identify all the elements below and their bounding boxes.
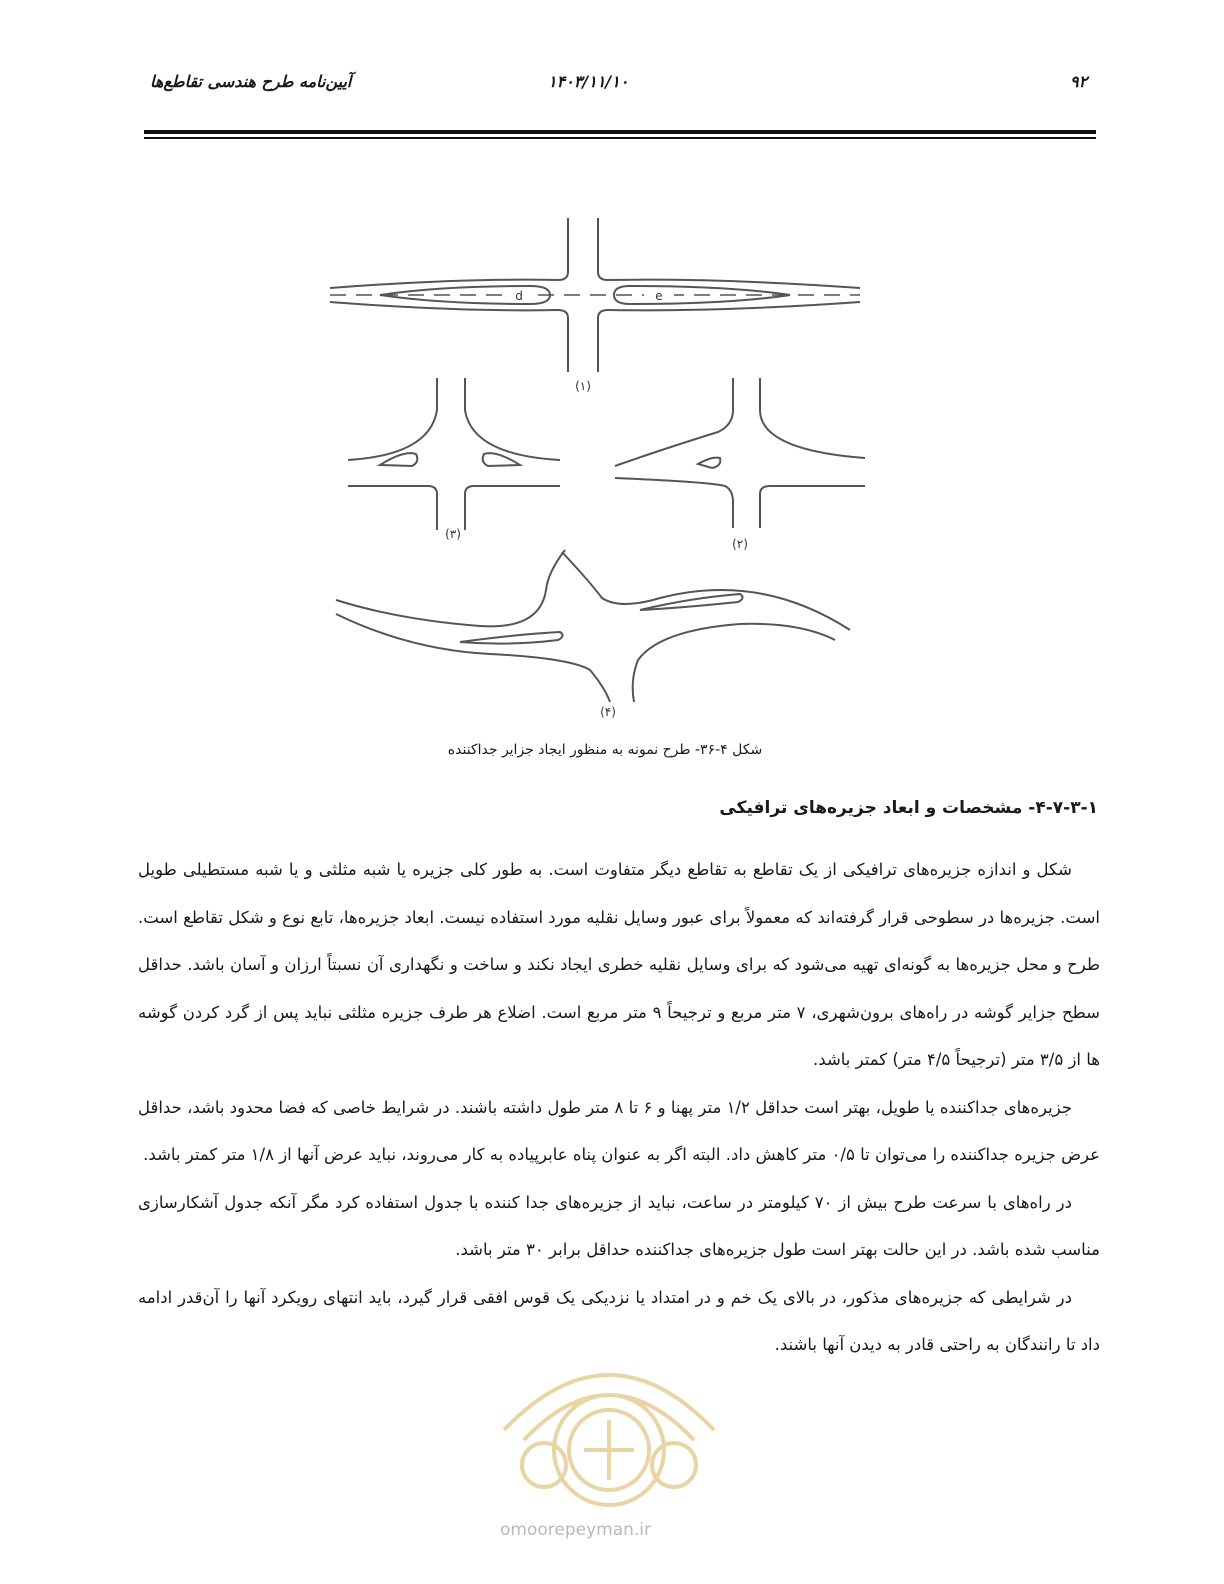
paragraph-1: شکل و اندازه جزیره‌های ترافیکی از یک تقاطع به تقاطع دیگر متفاوت است. به طور کلی جزیره یا شبه مثلثی و یا شبه مستطیلی طویل است. جزیره‌ها در سطوحی قرار گرفته‌اند که معمولاً برای عبور وسایل نقلیه مورد استفاده نیست. ابعاد جزیره‌ها، تابع نوع و شکل تقاطع است. طرح و محل جزیره‌ها به گونه‌ای تهیه می‌شود که برای وسایل نقلیه خطری ایجاد نکند و ساخت و نگهداری آن نسبتاً ارزان و آسان باشد. حداقل سطح جزایر گوشه در راه‌های برون‌شهری، ۷ متر مربع و ترجیحاً ۹ متر مربع است. اضلاع هر طرف جزیره مثلثی نباید پس از گرد کردن گوشه ها از ۳/۵ متر (ترجیحاً ۴/۵ متر) کمتر باشد. [138, 860, 1100, 1069]
figure-caption: شکل ۴-۳۶- طرح نمونه به منظور ایجاد جزایر جداکننده [447, 742, 763, 758]
running-title: آیین‌نامه طرح هندسی تقاطع‌ها [150, 72, 352, 91]
section-heading: ۴-۷-۳-۱- مشخصات و ابعاد جزیره‌های ترافیکی [719, 798, 1098, 818]
header-rule-thin [144, 137, 1096, 139]
island-label-e: e [655, 289, 663, 303]
sub-label-3: (۳) [445, 527, 461, 541]
paragraph-4: در شرایطی که جزیره‌های مذکور، در بالای یک خم و در امتداد یا نزدیکی یک قوس افقی قرار گیرد، باید انتهای رویکرد آنها را آن‌قدر ادامه داد تا رانندگان به راحتی قادر به دیدن آنها باشند. [138, 1287, 1100, 1354]
layout-3-channelized-left [348, 378, 560, 530]
intersection-islands-figure [320, 210, 880, 730]
sub-label-4: (۴) [600, 705, 616, 719]
layout-4-skewed [336, 550, 850, 702]
sub-label-1: (۱) [575, 379, 591, 393]
body-text [138, 846, 1100, 1369]
watermark-emblem-icon [484, 1340, 734, 1515]
header-rule-thick [144, 130, 1096, 134]
layout-2-channelized-right [615, 378, 865, 528]
island-label-d: d [515, 289, 523, 303]
page-number: ۹۲ [1070, 72, 1088, 91]
layout-1-four-leg [330, 218, 860, 372]
sub-label-2: (۲) [732, 537, 748, 551]
watermark-site: omoorepeyman.ir [500, 1520, 652, 1540]
paragraph-2: جزیره‌های جداکننده یا طویل، بهتر است حداقل ۱/۲ متر پهنا و ۶ تا ۸ متر طول داشته باشند. در شرایط خاصی که فضا محدود باشد، حداقل عرض جزیره جداکننده را می‌توان تا ۰/۵ متر کاهش داد. البته اگر به عنوان پناه عابرپیاده به کار می‌روند، نباید عرض آنها از ۱/۸ متر کمتر باشد. [138, 1097, 1100, 1164]
paragraph-3: در راه‌های با سرعت طرح بیش از ۷۰ کیلومتر در ساعت، نباید از جزیره‌های جدا کننده با جدول استفاده کرد مگر آنکه جدول آشکارسازی مناسب شده باشد. در این حالت بهتر است طول جزیره‌های جداکننده حداقل برابر ۳۰ متر باشد. [138, 1192, 1100, 1259]
header-date: ۱۴۰۳/۱۱/۱۰ [548, 72, 629, 91]
